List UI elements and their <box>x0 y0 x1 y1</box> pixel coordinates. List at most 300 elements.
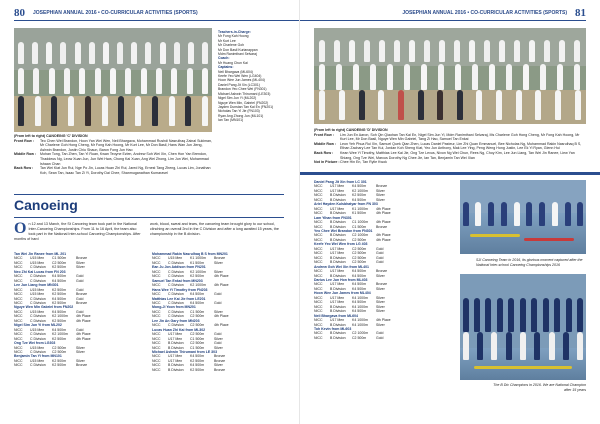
event-cell: K4 500m <box>352 282 367 287</box>
placing-cell: Silver <box>376 273 385 278</box>
front-row-label: Front Row : <box>314 132 334 137</box>
teacher-name: Mr Kurt Lee <box>218 38 236 43</box>
not-in-picture-names: Chee Hin En, Tan Rylie Kwok <box>340 160 387 165</box>
competition-cell: NICC <box>314 193 323 198</box>
athlete-name: Andrew Goh Wei Xin from ML401 <box>314 264 369 269</box>
event-cell: K4 500m <box>52 274 67 279</box>
captain-name: Ryan Ang Zhong Jun (ML101) <box>218 113 264 118</box>
event-cell: K1 500m <box>352 211 367 216</box>
competition-cell: NICC <box>314 197 323 202</box>
athlete-name: Tan Wei Jin Ranee from ML 201 <box>14 252 67 256</box>
category-cell: B Division <box>330 322 346 327</box>
competition-cell: NICC <box>14 314 23 319</box>
competition-cell: NICC <box>14 265 23 270</box>
middle-row-names: Mohan Tong, Tan Zhen, Tan Yi Ruan, Kwan Teoyne Ezlen, Andrew Soh Wei Xin, Chen Hon Yan Brendon, Thaddeus Ng, Leow Xuan Jun, Jun Wei Hwa, Chong Kai Xuan, Ang Wei Zhong, Lim Jun Wei, Mohammad Ishaan Chan <box>40 152 209 166</box>
placing-cell: Bronze <box>76 292 88 297</box>
captain-name: Hoon Wee Jun James (ML404) <box>218 78 265 83</box>
placing-cell: Bronze <box>376 224 388 229</box>
category-cell: B Division <box>330 193 346 198</box>
category-cell: C Division <box>30 296 46 301</box>
athlete-name: Nigel Sim Jun Yi from ML202 <box>14 323 62 328</box>
results-column-2 <box>152 252 288 372</box>
competition-cell: NICC <box>314 335 323 340</box>
event-cell: K1 500m <box>190 260 205 265</box>
b-div-champions-photo <box>460 274 586 380</box>
event-cell: C1 500m <box>52 256 67 261</box>
canoe-photo-caption-1: SJI Canoeing Team in 2016, its glorious moment captured after the National Inter-school Canoeing Championships 2016 <box>476 258 583 267</box>
competition-cell: NICC <box>14 349 23 354</box>
event-cell: K4 500m <box>52 278 67 283</box>
placing-cell: Bronze <box>214 367 226 372</box>
placing-cell: Silver <box>376 300 385 305</box>
lead-paragraph-1 <box>14 222 144 242</box>
event-cell: K2 500m <box>52 287 67 292</box>
placing-cell: Silver <box>376 193 385 198</box>
placing-cell: 4th Place <box>214 323 229 328</box>
category-cell: C Division <box>168 292 184 297</box>
athlete-name: Ong Tze Wei from LG303 <box>14 341 56 346</box>
captain-name: Neil Bhargava (ML604) <box>218 69 253 74</box>
event-cell: K2 500m <box>52 358 67 363</box>
captain-name: Nicholas Tan Yi Jie (FN103) <box>218 109 260 114</box>
competition-cell: NICC <box>314 331 323 336</box>
placing-cell: Gold <box>214 300 222 305</box>
event-cell: K2 500m <box>52 292 67 297</box>
competition-cell: NICC <box>314 251 323 256</box>
competition-cell: NICC <box>152 354 161 359</box>
category-cell: U17 Men <box>330 300 345 305</box>
category-cell: C Division <box>168 269 184 274</box>
placing-cell: Bronze <box>214 354 226 359</box>
event-cell: C2 500m <box>352 246 367 251</box>
placing-cell: Bronze <box>76 363 88 368</box>
result-row <box>314 336 454 340</box>
competition-cell: NICC <box>314 273 323 278</box>
placing-cell: 4th Place <box>76 314 91 319</box>
placing-cell: Gold <box>376 251 384 256</box>
category-cell: B Division <box>330 237 346 242</box>
result-row <box>14 363 146 367</box>
category-cell: B Division <box>168 345 184 350</box>
category-cell: C Division <box>30 278 46 283</box>
event-cell: C2 500m <box>190 341 205 346</box>
category-cell: U15 Men <box>30 327 45 332</box>
placing-cell: Gold <box>76 274 84 279</box>
category-cell: U15 Men <box>30 256 45 261</box>
competition-cell: NICC <box>152 341 161 346</box>
left-page-header <box>14 6 198 20</box>
competition-cell: NICC <box>14 363 23 368</box>
placing-cell: Gold <box>76 296 84 301</box>
athlete-name: Neil Bhargava from ML604 <box>314 313 358 318</box>
athlete-name: Lucas Huan Zhi Kai from ML302 <box>152 327 206 332</box>
event-cell: K2 1000m <box>352 188 368 193</box>
right-page <box>300 0 600 424</box>
event-cell: K4 500m <box>52 296 67 301</box>
lead-paragraph-2 <box>150 222 286 237</box>
event-cell: K2 1000m <box>52 314 68 319</box>
back-row-label: Back Row : <box>314 150 334 155</box>
teacher-name: Mdm Ranimthani Selvaraj <box>218 52 257 57</box>
placing-cell: Gold <box>76 309 84 314</box>
event-cell: C1 500m <box>190 309 205 314</box>
event-cell: K2 500m <box>52 318 67 323</box>
left-caption-title: (From left to right) CANOEING 'C' DIVISION <box>14 134 88 138</box>
right-header-text: JOSEPHIAN ANNUAL 2016 • CO-CURRICULAR ACTIVITIES (SPORTS) <box>402 10 567 16</box>
competition-cell: NICC <box>14 292 23 297</box>
category-cell: C Division <box>30 314 46 319</box>
event-cell: C1 500m <box>190 345 205 350</box>
placing-cell: Silver <box>76 345 85 350</box>
athlete-name: Yeo Chee Wei Brandon from FN301 <box>314 228 373 233</box>
competition-cell: NICC <box>152 309 161 314</box>
category-cell: B Division <box>168 367 184 372</box>
competition-cell: NICC <box>14 274 23 279</box>
event-cell: K4 500m <box>52 327 67 332</box>
athlete-name: Mong-Ji Yoon from MN201 <box>152 305 196 310</box>
placing-cell: Gold <box>376 255 384 260</box>
category-cell: C Division <box>30 265 46 270</box>
category-cell: U17 Men <box>168 332 183 337</box>
category-cell: U15 Men <box>30 260 45 265</box>
competition-cell: NICC <box>14 309 23 314</box>
left-photo-caption <box>14 134 214 175</box>
competition-cell: NICC <box>14 296 23 301</box>
placing-cell: Silver <box>214 363 223 368</box>
event-cell: K4 1000m <box>352 318 368 323</box>
athlete-name: Toh Kevin from ML603 <box>314 326 352 331</box>
event-cell: K2 500m <box>190 274 205 279</box>
placing-cell: 4th Place <box>214 314 229 319</box>
placing-cell: 4th Place <box>76 332 91 337</box>
placing-cell: 4th Place <box>376 206 391 211</box>
event-cell: C1 1000m <box>352 220 369 225</box>
event-cell: K1 1000m <box>190 256 206 261</box>
athlete-name: Nguye Wen Min Gabriel from FN202 <box>14 305 74 310</box>
placing-cell: Silver <box>214 269 223 274</box>
competition-cell: NICC <box>314 237 323 242</box>
captain-name: Brandon Yeo Chee Wei (FN301) <box>218 87 267 92</box>
event-cell: K2 500m <box>52 265 67 270</box>
placing-cell: Gold <box>76 287 84 292</box>
event-cell: K4 500m <box>352 273 367 278</box>
teachers-captains-list <box>218 30 298 123</box>
placing-cell: Silver <box>376 309 385 314</box>
competition-cell: NICC <box>314 211 323 216</box>
category-cell: C Division <box>30 274 46 279</box>
event-cell: K4 500m <box>52 309 67 314</box>
teachers-title: Teachers-in-Charge: <box>218 30 251 34</box>
competition-cell: NICC <box>14 318 23 323</box>
category-cell: C Division <box>30 363 46 368</box>
placing-cell: Gold <box>376 260 384 265</box>
category-cell: C Division <box>168 309 184 314</box>
section-title: Canoeing <box>14 197 78 213</box>
coach-title: Coach: <box>218 56 230 61</box>
category-cell: C Division <box>30 300 46 305</box>
event-cell: K4 1000m <box>352 304 368 309</box>
event-cell: C2 500m <box>352 335 367 340</box>
category-cell: C Division <box>30 336 46 341</box>
event-cell: K4 500m <box>190 354 205 359</box>
competition-cell: NICC <box>152 332 161 337</box>
captain-name: Keefe Yeo Wei Wen (LG404) <box>218 74 262 79</box>
athlete-name: Darius Lee Jun Hon from ML403 <box>314 277 368 282</box>
placing-cell: Silver <box>376 188 385 193</box>
placing-cell: Bronze <box>76 300 88 305</box>
event-cell: C2 500m <box>190 314 205 319</box>
middle-row-label: Middle Row : <box>314 141 337 146</box>
teacher-name: Mr Fong Kah Hoong <box>218 34 249 39</box>
event-cell: C2 500m <box>190 323 205 328</box>
competition-cell: NICC <box>314 282 323 287</box>
right-photo-caption <box>314 128 586 165</box>
category-cell: U17 Men <box>330 188 345 193</box>
category-cell: B Division <box>330 197 346 202</box>
right-page-number: 81 <box>575 7 586 19</box>
placing-cell: Bronze <box>76 256 88 261</box>
placing-cell: Bronze <box>214 256 226 261</box>
placing-cell: 4th Place <box>214 274 229 279</box>
competition-cell: NICC <box>152 367 161 372</box>
event-cell: C2 1000m <box>352 331 369 336</box>
placing-cell: Silver <box>76 265 85 270</box>
category-cell: B Division <box>330 224 346 229</box>
event-cell: C2 500m <box>352 237 367 242</box>
category-cell: B Division <box>168 363 184 368</box>
coach-name: Mr Huang Chun Kai <box>218 60 248 65</box>
right-page-header <box>402 6 586 20</box>
event-cell: K2 500m <box>190 358 205 363</box>
team-photo-d-division <box>314 28 586 124</box>
front-row-label: Front Row : <box>14 138 34 143</box>
event-cell: C1 500m <box>352 224 367 229</box>
athlete-name: Hoon Wee Jun James from ML404 <box>314 291 371 296</box>
competition-cell: NICC <box>14 327 23 332</box>
athlete-name: Lee Jun Liang from MN301 <box>14 283 59 288</box>
category-cell: U17 Men <box>330 282 345 287</box>
category-cell: U17 Men <box>330 295 345 300</box>
category-cell: B Division <box>330 220 346 225</box>
placing-cell: Gold <box>376 335 384 340</box>
category-cell: B Division <box>330 331 346 336</box>
category-cell: B Division <box>330 304 346 309</box>
athlete-name: Hans Wee Yi Timothy from FN203 <box>152 287 208 292</box>
event-cell: C2 500m <box>190 332 205 337</box>
competition-cell: NICC <box>152 269 161 274</box>
event-cell: K4 1000m <box>352 322 368 327</box>
category-cell: U15 Men <box>30 287 45 292</box>
event-cell: C2 500m <box>352 260 367 265</box>
placing-cell: 4th Place <box>376 237 391 242</box>
competition-cell: NICC <box>314 286 323 291</box>
athlete-name: Ean Ju Jon Addison from FN201 <box>152 265 206 270</box>
event-cell: K2 500m <box>352 193 367 198</box>
category-cell: U17 Men <box>330 318 345 323</box>
event-cell: K2 500m <box>190 367 205 372</box>
competition-cell: NICC <box>14 358 23 363</box>
competition-cell: NICC <box>14 287 23 292</box>
event-cell: K4 500m <box>190 363 205 368</box>
competition-cell: NICC <box>14 256 23 261</box>
placing-cell: Silver <box>214 336 223 341</box>
placing-cell: Silver <box>76 260 85 265</box>
competition-cell: NICC <box>152 260 161 265</box>
placing-cell: Gold <box>214 341 222 346</box>
drop-cap: O <box>14 220 27 237</box>
category-cell: U17 Men <box>330 251 345 256</box>
category-cell: U17 Men <box>330 246 345 251</box>
canoe-group-photo <box>460 180 586 254</box>
competition-cell: NICC <box>152 292 161 297</box>
placing-cell: Bronze <box>376 269 388 274</box>
event-cell: K4 500m <box>190 292 205 297</box>
canoe-photo-caption-2: The B Div Champions in 2016. We are National Champion after 15 years <box>493 383 586 392</box>
competition-cell: NICC <box>314 318 323 323</box>
captain-name: Nigel Sim Jun Yi (ML202) <box>218 96 257 101</box>
captain-name: Michael Ashwin Thirumani (LE303) <box>218 91 271 96</box>
event-cell: C2 1000m <box>352 233 369 238</box>
category-cell: U15 Men <box>30 292 45 297</box>
athlete-name: Neo Zhi Kai Lucas from FN 203 <box>14 269 66 274</box>
category-cell: C Division <box>30 349 46 354</box>
placing-cell: 4th Place <box>76 336 91 341</box>
competition-cell: NICC <box>314 295 323 300</box>
placing-cell: Gold <box>376 331 384 336</box>
results-column-1 <box>14 252 146 368</box>
category-cell: C Division <box>168 323 184 328</box>
back-row-names: Kean Wee Yi Timothy, Matthias Lee Kai Jie, Ong Tze Lexus, Nixon Ng Wei Chun, Rees Ng, Choy Kim, Lee Jun Liang, Tan Wei Jin Ranee, Liew Yan Shiang, Ong Tze Wei, Marcus Dorothy Ng Chee Jie, Ian Tan, Benjamin Tan Wei Xian <box>340 150 575 160</box>
athlete-name: Ariel Hayden Kulsbhatyar from FN 303 <box>314 202 378 207</box>
event-cell: C2 500m <box>352 251 367 256</box>
competition-cell: NICC <box>14 260 23 265</box>
placing-cell: Bronze <box>376 184 388 189</box>
placing-cell: Silver <box>376 322 385 327</box>
competition-cell: NICC <box>314 224 323 229</box>
placing-cell: 4th Place <box>76 318 91 323</box>
competition-cell: NICC <box>314 184 323 189</box>
category-cell: C Division <box>30 332 46 337</box>
middle-row-label: Middle Row : <box>14 152 37 157</box>
category-cell: B Division <box>330 335 346 340</box>
event-cell: C2 500m <box>52 349 67 354</box>
front-row-names: Lim Jun En Aaron, Soh Qin Qiaohan Tan Kai En, Nigel Sim Jun Yi, Mdm Ranimthani Selvaraj, Ms Charlene Goh Hong Cheng, Mr Fong Kah Hoong, Mr Kurt Lee, Mr Don Basil, Nguye Wen Min Gabriel, Tang Zi Hao, Samuel Tan Enkai <box>340 132 580 142</box>
category-cell: U17 Men <box>168 336 183 341</box>
category-cell: U17 Men <box>168 354 183 359</box>
competition-cell: NICC <box>314 233 323 238</box>
teacher-name: Mr Charlene Goh <box>218 43 245 48</box>
competition-cell: NICC <box>152 300 161 305</box>
category-cell: C Division <box>168 274 184 279</box>
category-cell: C Division <box>168 260 184 265</box>
placing-cell: 4th Place <box>376 318 391 323</box>
left-page-number: 80 <box>14 7 25 19</box>
event-cell: K1 1000m <box>352 206 368 211</box>
event-cell: K2 500m <box>52 336 67 341</box>
placing-cell: 4th Place <box>214 283 229 288</box>
athlete-name: Daniel Pang Jit Xin from LC 301 <box>314 180 367 184</box>
results-column-right <box>314 180 454 340</box>
competition-cell: NICC <box>314 255 323 260</box>
event-cell: K4 500m <box>352 309 367 314</box>
placing-cell: Silver <box>214 260 223 265</box>
placing-cell: Gold <box>76 327 84 332</box>
left-header-text: JOSEPHIAN ANNUAL 2016 • CO-CURRICULAR ACTIVITIES (SPORTS) <box>33 10 198 16</box>
competition-cell: NICC <box>152 358 161 363</box>
left-header-rule <box>14 20 300 21</box>
competition-cell: NICC <box>14 345 23 350</box>
placing-cell: Silver <box>214 345 223 350</box>
competition-cell: NICC <box>314 304 323 309</box>
event-cell: K4 500m <box>190 300 205 305</box>
event-cell: C1 500m <box>190 336 205 341</box>
competition-cell: NICC <box>152 256 161 261</box>
category-cell: C Division <box>30 318 46 323</box>
category-cell: B Division <box>330 211 346 216</box>
competition-cell: NICC <box>14 278 23 283</box>
category-cell: B Division <box>330 233 346 238</box>
event-cell: K2 500m <box>52 300 67 305</box>
captain-name: Ian Tan (MN101) <box>218 118 244 123</box>
placing-cell: Gold <box>376 246 384 251</box>
captain-name: Nguye Wen Min, Gabriel (FN202) <box>218 100 269 105</box>
category-cell: B Division <box>330 273 346 278</box>
competition-cell: NICC <box>152 314 161 319</box>
category-cell: U17 Men <box>330 206 345 211</box>
back-row-label: Back Row : <box>14 166 34 171</box>
category-cell: C Division <box>168 314 184 319</box>
front-row-names: Teo Chen Wei Brandon, Hoon Yan Wei Wen, Neil Bhargava, Mohammad Rushdi Nasrulhaq Zainal Sukiman, Mr Charlene Goh Hong Cheng, Mr Fong Kah Hoong, Mr Kurt Lee, Mr Don Basil, Hans Wan Jun Jieng, Ashwin Brandon, Justin Chiu Shaun, Baron Fong Jun Hao <box>40 138 213 152</box>
competition-cell: NICC <box>314 246 323 251</box>
category-cell: U17 Men <box>330 184 345 189</box>
placing-cell: 4th Place <box>376 220 391 225</box>
placing-cell: Bronze <box>214 358 226 363</box>
category-cell: B Division <box>330 260 346 265</box>
not-in-picture-label: Not in Picture : <box>314 160 340 165</box>
placing-cell: Silver <box>376 304 385 309</box>
athlete-name: Mohammad Rakin Nasrulhaq B S from MN201 <box>152 252 228 256</box>
competition-cell: NICC <box>14 332 23 337</box>
competition-cell: NICC <box>314 309 323 314</box>
category-cell: U15 Men <box>30 358 45 363</box>
competition-cell: NICC <box>314 322 323 327</box>
event-cell: K2 1000m <box>52 332 68 337</box>
placing-cell: Silver <box>376 286 385 291</box>
captains-title: Captains: <box>218 65 234 70</box>
right-header-rule <box>300 20 586 21</box>
category-cell: B Division <box>330 309 346 314</box>
athlete-name: Michael Ashwin Thirumani from LE 303 <box>152 349 218 354</box>
middle-row-names: Leon Yeh Phua Rui Xin, Samuel Quek Qian Zhen, Lucas Daniel Pasteur, Lim Zhi Quan Emmanuel, Bee Nicholas Ng, Muhammad Rakin Nasrulhaq B S, Ethan Zachary Lee Tan Kui, Jordan Koh Sheng Kiat, Yeo Jun Anthony, Mak Lee Ying, Peng Weng Hong Justin, Lee Ek Yi Ryan, Glenn Hui <box>340 141 582 151</box>
teacher-name: Mr Don Basil Kurianappan <box>218 47 258 52</box>
event-cell: C2 500m <box>52 260 67 265</box>
category-cell: U15 Men <box>30 345 45 350</box>
placing-cell: 4th Place <box>376 211 391 216</box>
competition-cell: NICC <box>314 220 323 225</box>
category-cell: U15 Men <box>30 309 45 314</box>
placing-cell: Gold <box>76 278 84 283</box>
event-cell: K2 500m <box>52 363 67 368</box>
event-cell: K4 500m <box>352 197 367 202</box>
event-cell: C2 500m <box>52 345 67 350</box>
category-cell: B Division <box>168 341 184 346</box>
competition-cell: NICC <box>314 188 323 193</box>
competition-cell: NICC <box>152 363 161 368</box>
event-cell: K4 500m <box>352 286 367 291</box>
placing-cell: 4th Place <box>376 233 391 238</box>
placing-cell: Silver <box>376 295 385 300</box>
event-cell: K2 1000m <box>190 269 206 274</box>
